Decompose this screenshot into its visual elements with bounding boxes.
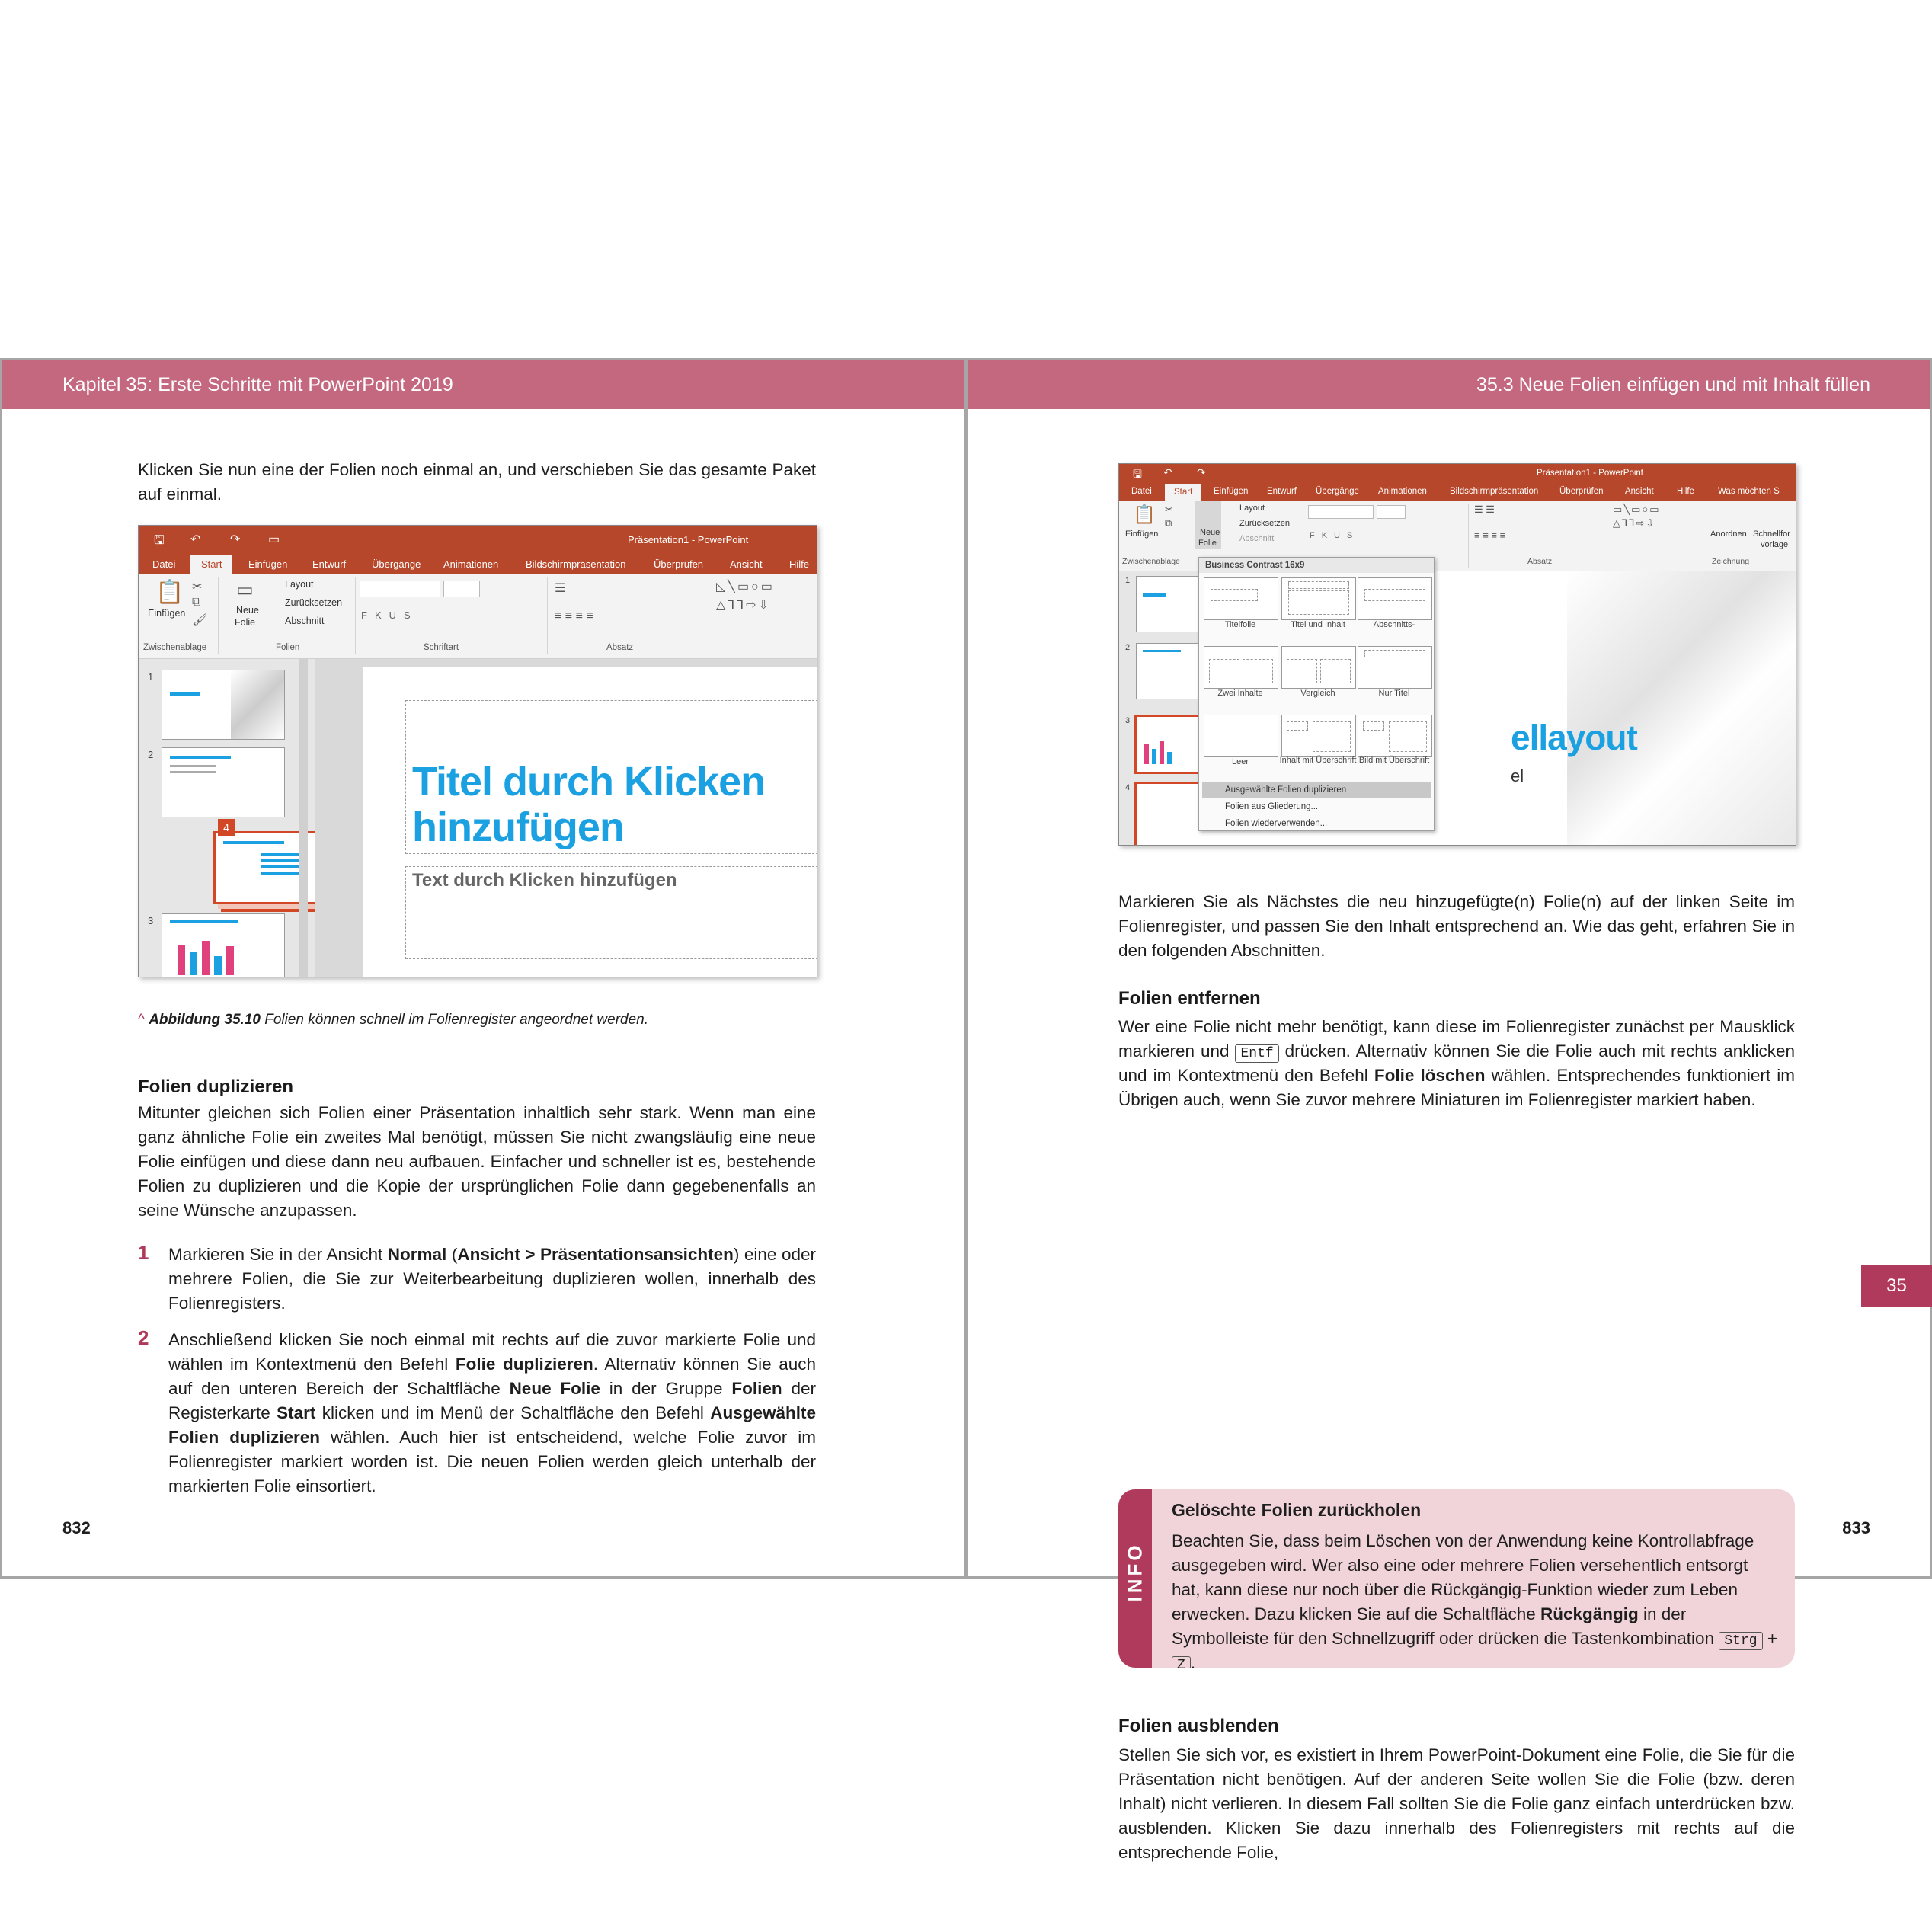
slide-title: Titel durch Klicken hinzufügen: [412, 759, 766, 850]
layout-label: Titel und Inhalt: [1291, 620, 1345, 629]
intro-paragraph: Klicken Sie nun eine der Folien noch einmal an, und verschieben Sie das gesamte Paket auf einmal.: [138, 460, 816, 504]
tab-start[interactable]: Start: [1165, 484, 1201, 501]
key-z: Z: [1172, 1656, 1191, 1668]
section-button[interactable]: Abschnitt: [1239, 534, 1275, 543]
thumbnail-scrollbar[interactable]: [299, 659, 308, 977]
bullets-icon[interactable]: ☰ ☰: [1474, 504, 1495, 515]
layout-label: Vergleich: [1300, 689, 1335, 698]
layout-thumb-titelfolie[interactable]: [1204, 577, 1278, 620]
thumb-number: 2: [1125, 643, 1131, 652]
paste-button[interactable]: Einfügen: [1125, 529, 1159, 539]
left-page: [0, 358, 966, 1579]
step-2-text: Anschließend klicken Sie noch einmal mit rechts auf die zuvor markierte Folie und wählen im Kontextmenü den Befehl Folie duplizieren. Alternativ können Sie auch auf den unteren Bereich der Schaltfläche Neue Folie in der Gruppe Folien der Registerkarte Start klicken und im Menü der Schaltfläche den Befehl Ausgewählte Folien duplizieren wählen. Auch hier ist entscheidend, welche Folie zuvor im Folienregister markiert worden ist. Die neuen Folien werden gleich unterhalb der markierten Folie einsortiert.: [168, 1330, 817, 1495]
tab-file[interactable]: Datei: [1131, 487, 1152, 496]
section-paragraph: Mitunter gleichen sich Folien einer Präsentation inhaltlich sehr stark. Wenn man eine ganz ähnliche Folie ein zweites Mal benötigt, müssen Sie nicht zwangsläufig eine neue Folie einfügen und diese dann neu aufbauen. Einfacher und schneller ist es, bestehende Folien zu duplizieren und die Kopie der ursprünglichen Folie dann gegebenenfalls an seine Wünsche anzupassen.: [138, 1103, 816, 1220]
menu-item-reuse-slides[interactable]: Folien wiederverwenden...: [1225, 819, 1328, 828]
figure-caption: [138, 1012, 816, 1028]
info-label: INFO: [1123, 1542, 1147, 1602]
quick-styles-label-2: vorlage: [1761, 540, 1789, 549]
section-title: 35.3 Neue Folien einfügen und mit Inhalt füllen: [1476, 374, 1870, 395]
menu-item-slides-from-outline[interactable]: Folien aus Gliederung...: [1225, 802, 1319, 811]
layout-thumb-leer[interactable]: [1204, 715, 1278, 757]
quick-styles-button[interactable]: Schnellfor: [1753, 529, 1790, 539]
presenter-icon: ▭: [268, 533, 280, 546]
slide-thumbnail-2[interactable]: [162, 747, 285, 817]
group-paragraph: Absatz: [606, 643, 634, 652]
shapes-gallery-icon[interactable]: ▭╲▭○▭: [1613, 504, 1661, 515]
undo-icon: ↶: [190, 533, 201, 546]
caption-marker-icon: ^: [138, 1012, 145, 1028]
tab-view[interactable]: Ansicht: [1625, 487, 1654, 496]
reset-button[interactable]: Zurücksetzen: [1239, 519, 1291, 528]
align-icons[interactable]: ≡ ≡ ≡ ≡: [555, 609, 593, 622]
new-slide-icon[interactable]: ▭: [236, 580, 254, 600]
thumb-number: 1: [148, 671, 154, 683]
font-size-field[interactable]: [443, 581, 480, 597]
title-placeholder[interactable]: [405, 700, 817, 854]
screenshot-figure-35-10: [138, 525, 817, 977]
group-slides: Folien: [276, 643, 300, 652]
tab-transitions[interactable]: Übergänge: [1316, 487, 1359, 496]
layout-label: Abschnitts-: [1373, 620, 1415, 629]
group-paragraph: Absatz: [1527, 557, 1553, 566]
ribbon: [139, 574, 817, 659]
align-icons[interactable]: ≡ ≡ ≡ ≡: [1474, 529, 1506, 541]
cut-icon[interactable]: ✂: [192, 581, 203, 593]
slide-thumbnail-3[interactable]: [1134, 715, 1200, 774]
step-1-text: Markieren Sie in der Ansicht Normal (Ansicht > Präsentationsansichten) eine oder mehrere Folien, die Sie zur Weiterbearbeitung duplizieren wollen, innerhalb des Folienregisters.: [168, 1245, 816, 1313]
tab-animations[interactable]: Animationen: [1378, 487, 1427, 496]
layout-button[interactable]: Layout: [285, 579, 314, 590]
cut-icon[interactable]: ✂: [1165, 504, 1173, 515]
thumb-number: 3: [1125, 716, 1131, 725]
menu-item-duplicate-slides[interactable]: Ausgewählte Folien duplizieren: [1202, 782, 1431, 798]
info-title: Gelöschte Folien zurückholen: [1172, 1500, 1422, 1520]
layout-thumb-zwei-inhalte[interactable]: [1204, 646, 1278, 689]
save-icon: 🖫: [154, 534, 165, 547]
running-header-left: [2, 360, 964, 409]
arrange-button[interactable]: Anordnen: [1710, 529, 1747, 539]
font-size-field[interactable]: [1377, 505, 1406, 519]
page-number-left: 832: [62, 1518, 91, 1537]
tab-start[interactable]: Start: [190, 555, 232, 574]
font-name-field[interactable]: [1308, 505, 1374, 519]
shapes-gallery-row2[interactable]: △⅂⅂⇨⇩: [716, 599, 771, 612]
layout-theme-header: Business Contrast 16x9: [1199, 558, 1434, 573]
window-title: Präsentation1 - PowerPoint: [628, 534, 749, 545]
font-name-field[interactable]: [360, 581, 440, 597]
layout-thumb-titel-inhalt[interactable]: [1281, 577, 1356, 620]
chapter-thumb-tab: 35: [1861, 1265, 1932, 1307]
thumb-number: 3: [148, 915, 154, 926]
format-painter-icon[interactable]: 🖌: [192, 614, 208, 627]
layout-thumb-inhalt-ueberschrift[interactable]: [1281, 715, 1356, 757]
slide-canvas: [315, 659, 817, 977]
tab-file[interactable]: Datei: [152, 558, 176, 570]
font-format-icons[interactable]: FKUS: [1310, 531, 1360, 540]
layout-label: Titelfolie: [1224, 620, 1256, 629]
font-format-icons[interactable]: FKUS: [361, 609, 418, 621]
bullets-icon[interactable]: ☰: [555, 582, 566, 595]
layout-thumb-vergleich[interactable]: [1281, 646, 1356, 689]
slide-thumbnail-1[interactable]: [162, 670, 285, 740]
redo-icon: ↷: [1197, 466, 1206, 478]
tell-me-search[interactable]: Was möchten S: [1718, 487, 1780, 496]
chapter-title: Kapitel 35: Erste Schritte mit PowerPoint 2019: [62, 374, 453, 395]
info-strip: [1118, 1489, 1152, 1668]
slide-title-fragment: ellayout: [1511, 718, 1637, 757]
section-hide-paragraph: Stellen Sie sich vor, es existiert in Ihrem PowerPoint-Dokument eine Folie, die Sie für die Präsentation nicht benötigen. Auf der anderen Seite wollen Sie die Folie (bzw. deren Inhalt) nicht verlieren. In diesem Fall sollten Sie die Folie ganz einfach unterdrücken bzw. ausblenden. Klicken Sie dazu innerhalb des Folienregisters mit rechts auf die entsprechende Folie,: [1118, 1745, 1795, 1862]
screenshot-new-slide-menu: [1118, 463, 1796, 846]
redo-icon: ↷: [230, 533, 241, 546]
tab-view[interactable]: Ansicht: [730, 558, 763, 570]
slide-subtitle-fragment: el: [1511, 766, 1524, 785]
slide-subtitle: Text durch Klicken hinzufügen: [412, 870, 677, 891]
layout-thumb-abschnitt[interactable]: [1358, 577, 1432, 620]
paste-icon[interactable]: 📋: [155, 580, 184, 605]
key-strg: Strg: [1719, 1632, 1762, 1650]
page-number-right: 833: [1842, 1518, 1870, 1537]
group-drawing: Zeichnung: [1712, 557, 1750, 566]
tab-animations[interactable]: Animationen: [443, 558, 499, 570]
layout-label: Nur Titel: [1378, 689, 1410, 698]
layout-label: Bild mit Überschrift: [1358, 756, 1430, 765]
section-heading-hide: Folien ausblenden: [1118, 1716, 1279, 1736]
book-spread: [0, 358, 1932, 1862]
step-number: 2: [138, 1326, 149, 1349]
tab-review[interactable]: Überprüfen: [654, 558, 704, 570]
current-slide: [363, 667, 817, 977]
caption-label: Abbildung 35.10: [149, 1012, 261, 1028]
tab-review[interactable]: Überprüfen: [1559, 487, 1604, 496]
thumb-number: 2: [148, 749, 154, 760]
key-entf: Entf: [1235, 1044, 1278, 1063]
copy-icon[interactable]: ⧉: [1165, 517, 1172, 529]
tab-help[interactable]: Hilfe: [1677, 487, 1695, 496]
caption-text: Folien können schnell im Folienregister angeordnet werden.: [264, 1012, 649, 1028]
tab-insert[interactable]: Einfügen: [248, 558, 288, 570]
paste-button[interactable]: Einfügen: [148, 608, 186, 619]
right-paragraph-1: Markieren Sie als Nächstes die neu hinzugefügte(n) Folie(n) auf der linken Seite im Folienregister, und passen Sie den Inhalt entsprechend an. Wie das geht, erfahren Sie in den folgenden Abschnitten.: [1118, 892, 1795, 960]
new-slide-dropdown: [1198, 557, 1435, 831]
layout-label: Leer: [1231, 757, 1249, 766]
group-font: Schriftart: [424, 643, 459, 652]
window-title: Präsentation1 - PowerPoint: [1537, 469, 1643, 478]
tab-help[interactable]: Hilfe: [789, 558, 810, 570]
section-remove-paragraph: Wer eine Folie nicht mehr benötigt, kann diese im Folienregister zunächst per Mausklick markieren und Entf drücken. Alternativ können Sie die Folie auch mit rechts anklicken und im Kontextmenü den Befehl Folie löschen wählen. Entsprechendes funktioniert im Übrigen auch, wenn Sie zuvor mehrere Miniaturen im Folienregister markiert haben.: [1118, 1017, 1795, 1109]
group-clipboard: Zwischenablage: [143, 643, 207, 652]
thumb-number: 1: [1125, 576, 1131, 585]
new-slide-label-1[interactable]: Neue: [1200, 528, 1220, 537]
slide-thumbnail-panel: [1119, 571, 1203, 845]
slide-thumbnail-2[interactable]: [1136, 643, 1198, 699]
layout-thumb-nur-titel[interactable]: [1358, 646, 1432, 689]
layout-label: Zwei Inhalte: [1217, 689, 1263, 698]
tab-design[interactable]: Entwurf: [312, 558, 347, 570]
shapes-gallery-icon[interactable]: ◺╲▭○▭: [716, 581, 775, 593]
new-slide-label-1[interactable]: Neue: [236, 605, 259, 616]
slide-thumbnail-1[interactable]: [1136, 576, 1198, 632]
tab-transitions[interactable]: Übergänge: [372, 558, 421, 570]
paste-icon[interactable]: 📋: [1133, 504, 1156, 525]
ribbon-tabs: [139, 555, 817, 574]
tab-design[interactable]: Entwurf: [1267, 487, 1297, 496]
layout-button[interactable]: Layout: [1239, 504, 1265, 513]
thumb-number: 4: [1125, 783, 1131, 792]
titlebar: [1119, 464, 1796, 484]
slide-thumbnail-3[interactable]: [162, 913, 285, 977]
drag-count-badge: 4: [218, 819, 235, 836]
undo-icon: ↶: [1163, 466, 1172, 478]
save-icon: 🖫: [1133, 468, 1142, 480]
tab-slideshow[interactable]: Bildschirmpräsentation: [1450, 487, 1539, 496]
subtitle-placeholder[interactable]: [405, 866, 817, 959]
info-text: Beachten Sie, dass beim Löschen von der Anwendung keine Kontrollabfrage ausgegeben wird. Wer also eine oder mehrere Folien versehentlich entsorgt hat, kann diese nur noch über die Rückgängig-Funktion wieder zum Leben erwecken. Dazu klicken Sie auf die Schaltfläche Rückgängig in der Symbolleiste für den Schnellzugriff oder drücken die Tastenkombination Strg + Z .: [1172, 1529, 1781, 1668]
titlebar: [139, 526, 817, 555]
ribbon-tabs: [1119, 484, 1796, 501]
section-button[interactable]: Abschnitt: [285, 616, 325, 626]
layout-label: Inhalt mit Überschrift: [1279, 756, 1357, 765]
new-slide-label-2[interactable]: Folie: [235, 617, 256, 628]
copy-icon[interactable]: ⧉: [192, 596, 201, 609]
running-header-right: [968, 360, 1930, 409]
section-heading: Folien duplizieren: [138, 1076, 294, 1097]
new-slide-label-2[interactable]: Folie: [1198, 539, 1217, 548]
section-heading-remove: Folien entfernen: [1118, 988, 1261, 1009]
layout-thumb-bild-ueberschrift[interactable]: [1358, 715, 1432, 757]
tab-slideshow[interactable]: Bildschirmpräsentation: [526, 558, 626, 570]
shapes-gallery-row2[interactable]: △⅂⅂⇨⇩: [1613, 517, 1656, 529]
tab-insert[interactable]: Einfügen: [1214, 487, 1249, 496]
info-box: [1118, 1489, 1795, 1668]
reset-button[interactable]: Zurücksetzen: [285, 597, 343, 608]
slide-thumbnail-panel: [139, 659, 315, 977]
group-clipboard: Zwischenablage: [1122, 557, 1180, 566]
step-number: 1: [138, 1241, 149, 1264]
